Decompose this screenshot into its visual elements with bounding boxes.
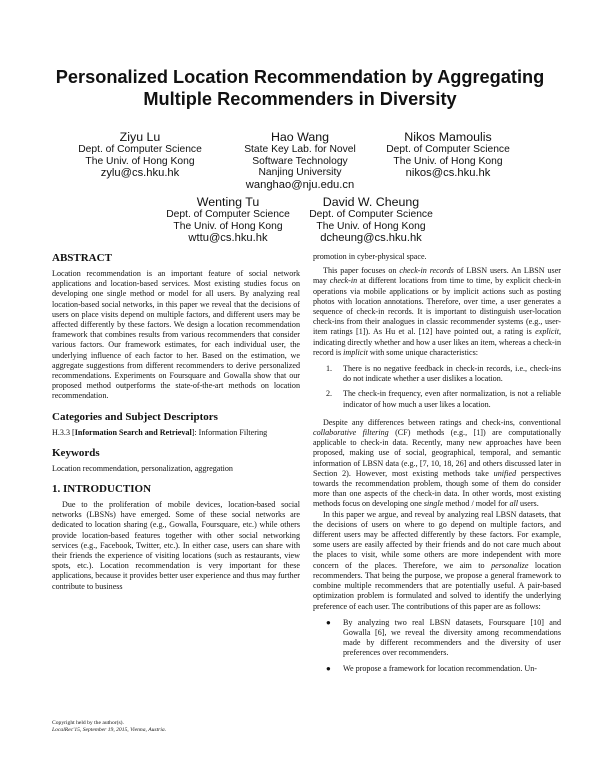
categories-text	[52, 428, 300, 438]
introduction-heading: 1. INTRODUCTION	[52, 483, 152, 496]
left-column	[52, 252, 300, 592]
category-code: H.3.3 [	[52, 427, 75, 437]
author-affiliation: Dept. of Computer Science	[78, 144, 202, 155]
author-affiliation: The Univ. of Hong Kong	[393, 155, 503, 167]
author-email[interactable]: wttu@cs.hku.hk	[188, 232, 268, 245]
author-name: David W. Cheung	[322, 195, 420, 209]
author-name: Wenting Tu	[196, 195, 260, 209]
paper-title	[40, 66, 560, 110]
author-affiliation: Nanjing University	[258, 167, 342, 179]
venue-line: LocalRec'15, September 19, 2015, Vienna, Austria.	[52, 727, 167, 734]
cf-paragraph: Despite any differences between ratings and check-ins, conventional collaborative filtering (CF) methods (e.g., [1]) are computationally applicable to check-in data. Recently, many new approaches have been proposed, making use of social, geographical, temporal, and semantic information of LBSN data (e.g., [7, 10, 18, 26] and others discussed later in Section 2). However, most existing methods take unified perspectives towards the recommendation problem, though some of them do consider more than one aspects of the check-in data. In other words, most existing methods focus on developing one single method / model for all users.	[313, 417, 561, 509]
introduction-paragraph: Due to the proliferation of mobile devices, location-based social networks (LBSNs) have emerged. Some of these social networks are dedicated to location sharing (e.g., Gowalla, Foursquare, etc.) while others provide location-based features together with other social networking services (e.g., Facebook, Twitter, etc.). In either case, users can share with their friends the experience of visiting locations (such as restaurants, view spots, etc.). Location recommendation is very important for these applications, because it provides better user experience and thus may further contribute to business	[52, 500, 300, 591]
author-affiliation: Dept. of Computer Science	[309, 209, 433, 220]
argument-paragraph: In this paper we argue, and reveal by analyzing real LBSN datasets, that the decisions of users on where to go depend on multiple factors, and different users may be affected differently by these factors. For example, some users are easily affected by their friends and do not care much about the places to visit, while some others are more independent with more concern of the places. Therefore, we aim to personalize location recommenders. That being the purpose, we propose a general framework to combine multiple recommenders that are potentially useful. A pair-based optimization problem is formulated and solved to identify the underlying preference of each user. The contributions of this paper are as follows:	[313, 509, 561, 611]
author-block-3	[368, 130, 528, 180]
characteristics-list	[313, 364, 561, 410]
author-affiliation: State Key Lab. for Novel	[244, 144, 356, 155]
author-email[interactable]: wanghao@nju.edu.cn	[245, 178, 355, 191]
copyright-line: Copyright held by the author(s).	[52, 720, 124, 726]
author-block-5	[300, 195, 442, 245]
title-line-2: Multiple Recommenders in Diversity	[143, 89, 457, 109]
contributions-list	[313, 618, 561, 674]
list-item: ● By analyzing two real LBSN datasets, Foursquare [10] and Gowalla [6], we reveal the diversity among recommendations made by different recommenders and the diversity of user preferences over recommenders.	[326, 617, 561, 658]
author-affiliation: Dept. of Computer Science	[386, 144, 510, 155]
right-column	[313, 252, 561, 682]
abstract-text: Location recommendation is an important feature of social network applications and location-based services. Most existing studies focus on developing one single method or model for all users. By analyzing real location-based social networks, in this paper we reveal that the decisions of users on place visits depend on multiple factors, and different users may be affected differently by these factors. We design a location recommendation framework that combines results from various recommenders that consider various factors. Our framework estimates, for each individual user, the underlying influence of each factor to her. Based on the estimation, we aggregate suggestions from different recommenders to derive personalized recommendations. Experiments on Foursquare and Gowalla show that our proposed method outperforms the state-of-the-art methods on location recommendation.	[52, 269, 300, 401]
keywords-text: Location recommendation, personalization, aggregation	[52, 463, 233, 473]
checkin-paragraph: This paper focuses on check-in records of LBSN users. An LBSN user may check-in at different locations from time to time, by explicit check-in operations via mobile applications or by implicit actions such as posting photos with location annotations. Therefore, over time, a user generates a sequence of check-in records. It is important to distinguish user-location check-ins from their analogues in classic recommender systems (e.g., user-item ratings [1]). As Hu et al. [12] have pointed out, a rating is explicit, indicating directly whether and how a user likes an item, whereas a check-in record is implicit with some unique characteristics:	[313, 266, 561, 357]
list-item: 1. There is no negative feedback in check-in records, i.e., check-ins do not indicate whether a user dislikes a location.	[326, 364, 561, 384]
copyright-footnote	[52, 720, 300, 734]
author-affiliation: Dept. of Computer Science	[166, 209, 290, 220]
continued-paragraph: promotion in cyber-physical space.	[313, 252, 427, 261]
author-name: Hao Wang	[270, 130, 330, 144]
abstract-heading: ABSTRACT	[52, 252, 112, 264]
list-item: 2. The check-in frequency, even after normalization, is not a reliable indicator of how much a user likes a location.	[326, 389, 561, 409]
author-block-2	[228, 130, 372, 191]
list-item: ● We propose a framework for location recommendation. Un-	[326, 663, 537, 673]
author-name: Ziyu Lu	[119, 130, 161, 144]
author-affiliation: Software Technology	[252, 155, 348, 167]
keywords-heading: Keywords	[52, 446, 100, 459]
author-block-1	[70, 130, 210, 180]
category-rest: ]: Information Filtering	[191, 427, 268, 437]
author-affiliation: The Univ. of Hong Kong	[316, 220, 426, 232]
author-email[interactable]: dcheung@cs.hku.hk	[320, 232, 422, 245]
author-affiliation: The Univ. of Hong Kong	[85, 155, 195, 167]
categories-heading: Categories and Subject Descriptors	[52, 410, 218, 423]
author-name: Nikos Mamoulis	[404, 130, 492, 144]
category-name: Information Search and Retrieval	[74, 427, 192, 437]
author-affiliation: The Univ. of Hong Kong	[173, 220, 283, 232]
author-email[interactable]: zylu@cs.hku.hk	[100, 167, 180, 180]
title-line-1: Personalized Location Recommendation by Aggregating	[55, 67, 545, 87]
author-email[interactable]: nikos@cs.hku.hk	[405, 167, 491, 180]
author-block-4	[158, 195, 298, 245]
